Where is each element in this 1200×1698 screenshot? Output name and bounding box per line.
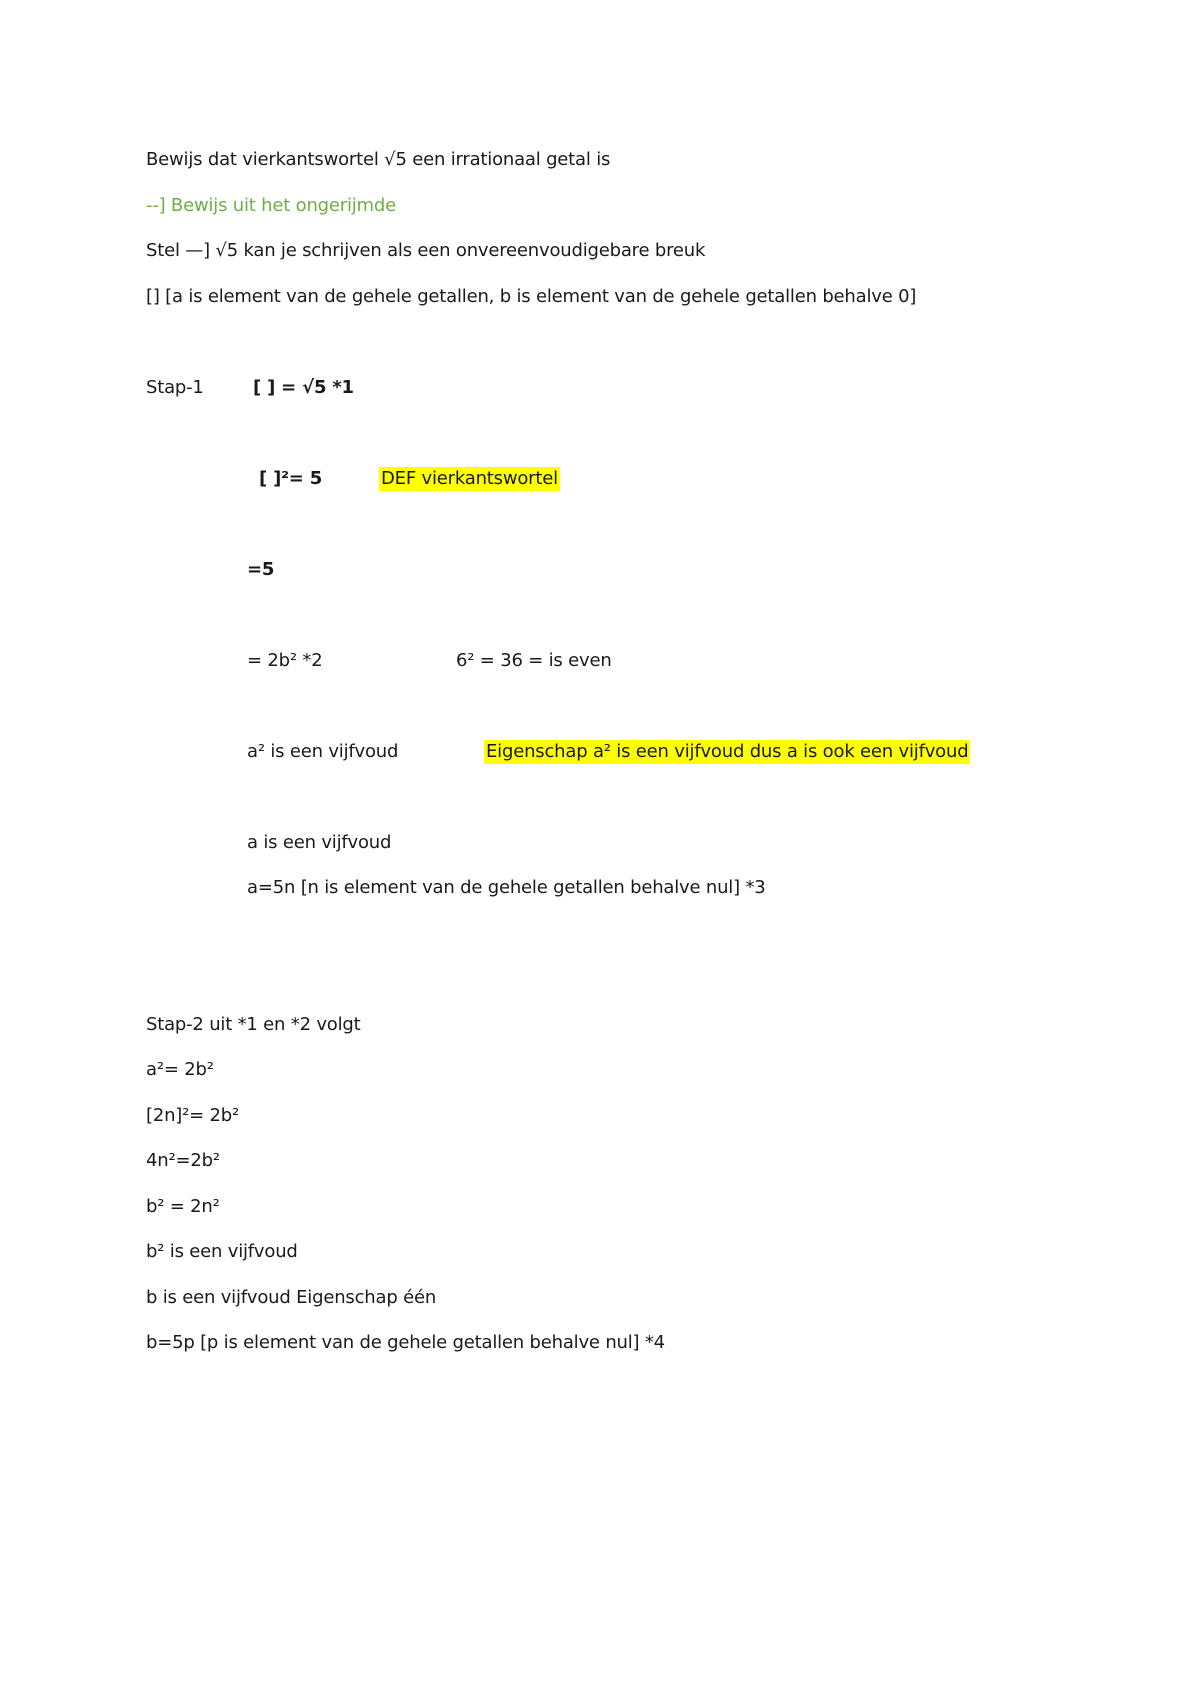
step1-line3: =5: [247, 559, 275, 580]
step1-even-note: 6² = 36 = is even: [456, 650, 612, 671]
step2-line: b=5p [p is element van de gehele getallen behalve nul] *4: [146, 1332, 665, 1353]
step2-line: b² = 2n²: [146, 1196, 220, 1217]
assumption: Stel —] √5 kan je schrijven als een onvereenvoudigebare breuk: [146, 240, 706, 261]
step1-definition-note: DEF vierkantswortel: [381, 468, 558, 489]
step1-property-note: Eigenschap a² is een vijfvoud dus a is ook een vijfvoud: [486, 741, 969, 762]
step1-label: Stap-1: [146, 377, 204, 398]
step1-line2: [ ]²= 5: [259, 468, 323, 489]
step1-line5: a² is een vijfvoud: [247, 741, 399, 762]
step2-line: b² is een vijfvoud: [146, 1241, 298, 1262]
step1-line1: [ ] = √5 *1: [253, 377, 354, 398]
step2-line: a²= 2b²: [146, 1059, 214, 1080]
step2-line: b is een vijfvoud Eigenschap één: [146, 1287, 437, 1308]
step2-line: [2n]²= 2b²: [146, 1105, 240, 1126]
conditions: [] [a is element van de gehele getallen, b is element van de gehele getallen behalve 0]: [146, 286, 917, 307]
step1-line7: a=5n [n is element van de gehele getallen behalve nul] *3: [247, 877, 766, 898]
step1-line6: a is een vijfvoud: [247, 832, 392, 853]
step1-line4: = 2b² *2: [247, 650, 323, 671]
document-title: Bewijs dat vierkantswortel √5 een irrationaal getal is: [146, 149, 611, 170]
step2-heading: Stap-2 uit *1 en *2 volgt: [146, 1014, 361, 1035]
step2-line: 4n²=2b²: [146, 1150, 220, 1171]
proof-method: --] Bewijs uit het ongerijmde: [146, 195, 396, 216]
